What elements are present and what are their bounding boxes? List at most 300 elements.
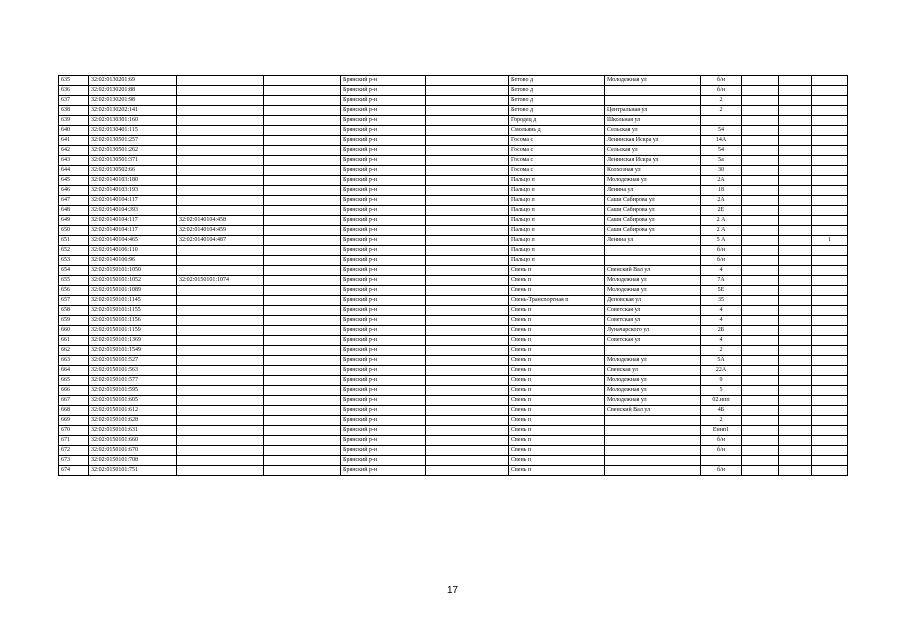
extra-cell (812, 376, 848, 386)
house-number-cell: 54 (701, 146, 742, 156)
district-cell: Брянский р-н (341, 186, 426, 196)
cadastral-number-cell: 32:02:0150101:670 (89, 446, 177, 456)
extra-cell (742, 306, 779, 316)
extra-cell (779, 456, 812, 466)
empty-cell (426, 266, 509, 276)
table-row (59, 366, 848, 376)
row-number-cell: 635 (59, 76, 89, 86)
street-cell (605, 466, 701, 476)
table-row (59, 206, 848, 216)
extra-cell (742, 406, 779, 416)
district-cell: Брянский р-н (341, 276, 426, 286)
empty-cell (264, 406, 341, 416)
house-number-cell: 35 (701, 296, 742, 306)
settlement-cell: Госома с (509, 166, 605, 176)
table-row (59, 456, 848, 466)
district-cell: Брянский р-н (341, 156, 426, 166)
empty-cell (264, 306, 341, 316)
related-cadastral-cell (177, 196, 264, 206)
settlement-cell: Пальцо п (509, 236, 605, 246)
row-number-cell: 646 (59, 186, 89, 196)
empty-cell (426, 186, 509, 196)
row-number-cell: 652 (59, 246, 89, 256)
settlement-cell: Госома с (509, 136, 605, 146)
row-number-cell: 661 (59, 336, 89, 346)
extra-cell (742, 286, 779, 296)
settlement-cell: Свень п (509, 386, 605, 396)
empty-cell (264, 166, 341, 176)
extra-cell (779, 166, 812, 176)
district-cell: Брянский р-н (341, 166, 426, 176)
empty-cell (426, 196, 509, 206)
empty-cell (264, 286, 341, 296)
empty-cell (426, 246, 509, 256)
extra-cell (742, 226, 779, 236)
extra-cell (812, 226, 848, 236)
empty-cell (264, 356, 341, 366)
row-number-cell: 673 (59, 456, 89, 466)
house-number-cell: 5 А (701, 236, 742, 246)
street-cell: Молодежная ул (605, 386, 701, 396)
empty-cell (264, 336, 341, 346)
related-cadastral-cell (177, 306, 264, 316)
related-cadastral-cell (177, 456, 264, 466)
house-number-cell: 30 (701, 166, 742, 176)
row-number-cell: 668 (59, 406, 89, 416)
empty-cell (426, 376, 509, 386)
extra-cell (812, 86, 848, 96)
district-cell: Брянский р-н (341, 316, 426, 326)
extra-cell (742, 246, 779, 256)
row-number-cell: 650 (59, 226, 89, 236)
table-row (59, 406, 848, 416)
house-number-cell: 4 (701, 306, 742, 316)
extra-cell (742, 336, 779, 346)
extra-cell (742, 176, 779, 186)
settlement-cell: Бетово д (509, 96, 605, 106)
extra-cell (742, 386, 779, 396)
settlement-cell: Свень п (509, 276, 605, 286)
cadastral-number-cell: 32:02:0150101:1145 (89, 296, 177, 306)
street-cell: Молодежная ул (605, 286, 701, 296)
cadastral-number-cell: 32:02:0150101:563 (89, 366, 177, 376)
related-cadastral-cell (177, 206, 264, 216)
extra-cell (742, 356, 779, 366)
table-row (59, 116, 848, 126)
extra-cell (742, 436, 779, 446)
settlement-cell: Свень п (509, 356, 605, 366)
street-cell: Школьная ул (605, 116, 701, 126)
related-cadastral-cell (177, 246, 264, 256)
extra-cell (779, 296, 812, 306)
related-cadastral-cell: 32:02:0140104:459 (177, 226, 264, 236)
cadastral-number-cell: 32:02:0140106:110 (89, 246, 177, 256)
district-cell: Брянский р-н (341, 86, 426, 96)
empty-cell (264, 236, 341, 246)
extra-cell (779, 376, 812, 386)
settlement-cell: Свень п (509, 266, 605, 276)
district-cell: Брянский р-н (341, 436, 426, 446)
row-number-cell: 674 (59, 466, 89, 476)
settlement-cell: Свень п (509, 376, 605, 386)
house-number-cell: 2Б (701, 326, 742, 336)
related-cadastral-cell (177, 126, 264, 136)
table-row (59, 156, 848, 166)
street-cell: Центральная ул (605, 106, 701, 116)
extra-cell (779, 346, 812, 356)
empty-cell (264, 446, 341, 456)
table-row (59, 146, 848, 156)
extra-cell (812, 156, 848, 166)
district-cell: Брянский р-н (341, 336, 426, 346)
street-cell: Саши Сабирова ул (605, 196, 701, 206)
related-cadastral-cell (177, 426, 264, 436)
table-row (59, 266, 848, 276)
table-row (59, 236, 848, 246)
cadastral-number-cell: 32:02:0130401:115 (89, 126, 177, 136)
table-row (59, 426, 848, 436)
cadastral-number-cell: 32:02:0130501:262 (89, 146, 177, 156)
extra-cell (779, 356, 812, 366)
house-number-cell: 2А (701, 196, 742, 206)
extra-cell (742, 126, 779, 136)
empty-cell (426, 366, 509, 376)
settlement-cell: Пальцо п (509, 196, 605, 206)
table-row (59, 316, 848, 326)
empty-cell (426, 406, 509, 416)
related-cadastral-cell (177, 316, 264, 326)
extra-cell (742, 136, 779, 146)
extra-cell (812, 456, 848, 466)
cadastral-number-cell: 32:02:0150101:660 (89, 436, 177, 446)
extra-cell (779, 266, 812, 276)
related-cadastral-cell: 32:02:0140104:487 (177, 236, 264, 246)
empty-cell (426, 136, 509, 146)
house-number-cell: б/н (701, 466, 742, 476)
settlement-cell: Свень п (509, 336, 605, 346)
street-cell: Саши Сабирова ул (605, 226, 701, 236)
street-cell (605, 416, 701, 426)
extra-cell (812, 106, 848, 116)
district-cell: Брянский р-н (341, 206, 426, 216)
page-number: 17 (446, 585, 459, 596)
district-cell: Брянский р-н (341, 216, 426, 226)
extra-cell (742, 346, 779, 356)
extra-cell (742, 236, 779, 246)
table-row (59, 466, 848, 476)
cadastral-number-cell: 32:02:0150101:751 (89, 466, 177, 476)
empty-cell (426, 296, 509, 306)
row-number-cell: 669 (59, 416, 89, 426)
empty-cell (264, 156, 341, 166)
extra-cell (812, 326, 848, 336)
cadastral-number-cell: 32:02:0140103:180 (89, 176, 177, 186)
street-cell: Ленинская Искра ул (605, 136, 701, 146)
extra-cell (812, 426, 848, 436)
related-cadastral-cell (177, 416, 264, 426)
extra-cell (812, 256, 848, 266)
empty-cell (264, 126, 341, 136)
district-cell: Брянский р-н (341, 296, 426, 306)
street-cell: Сельская ул (605, 146, 701, 156)
street-cell: Советская ул (605, 316, 701, 326)
extra-cell (779, 86, 812, 96)
extra-cell (779, 326, 812, 336)
row-number-cell: 671 (59, 436, 89, 446)
empty-cell (426, 166, 509, 176)
district-cell: Брянский р-н (341, 106, 426, 116)
related-cadastral-cell (177, 186, 264, 196)
district-cell: Брянский р-н (341, 176, 426, 186)
extra-cell (779, 106, 812, 116)
empty-cell (264, 276, 341, 286)
house-number-cell: б/н (701, 76, 742, 86)
empty-cell (264, 466, 341, 476)
cadastral-number-cell: 32:02:0140103:193 (89, 186, 177, 196)
extra-cell (742, 376, 779, 386)
house-number-cell: 5а (701, 156, 742, 166)
district-cell: Брянский р-н (341, 96, 426, 106)
extra-cell (779, 116, 812, 126)
settlement-cell: Свень п (509, 446, 605, 456)
street-cell (605, 96, 701, 106)
settlement-cell: Свень п (509, 306, 605, 316)
empty-cell (426, 76, 509, 86)
row-number-cell: 648 (59, 206, 89, 216)
district-cell: Брянский р-н (341, 446, 426, 456)
district-cell: Брянский р-н (341, 286, 426, 296)
extra-cell (742, 426, 779, 436)
row-number-cell: 658 (59, 306, 89, 316)
row-number-cell: 672 (59, 446, 89, 456)
street-cell: Молодежная ул (605, 276, 701, 286)
related-cadastral-cell: 32:02:0140104:458 (177, 216, 264, 226)
empty-cell (264, 326, 341, 336)
table-row (59, 196, 848, 206)
empty-cell (264, 436, 341, 446)
street-cell (605, 436, 701, 446)
cadastral-number-cell: 32:02:0130301:160 (89, 116, 177, 126)
table-row (59, 306, 848, 316)
row-number-cell: 656 (59, 286, 89, 296)
street-cell: Саши Сабирова ул (605, 216, 701, 226)
house-number-cell: 4 (701, 316, 742, 326)
extra-cell (812, 136, 848, 146)
cadastral-number-cell: 32:02:0140106:96 (89, 256, 177, 266)
extra-cell (742, 96, 779, 106)
row-number-cell: 641 (59, 136, 89, 146)
district-cell: Брянский р-н (341, 426, 426, 436)
house-number-cell: 5Е (701, 286, 742, 296)
district-cell: Брянский р-н (341, 306, 426, 316)
street-cell: Ленина ул (605, 236, 701, 246)
empty-cell (426, 416, 509, 426)
settlement-cell: Пальцо п (509, 176, 605, 186)
empty-cell (426, 426, 509, 436)
cadastral-number-cell: 32:02:0130202:141 (89, 106, 177, 116)
related-cadastral-cell (177, 176, 264, 186)
house-number-cell: 2Е (701, 206, 742, 216)
street-cell (605, 256, 701, 266)
row-number-cell: 649 (59, 216, 89, 226)
house-number-cell: б/н (701, 446, 742, 456)
house-number-cell: б/н (701, 436, 742, 446)
house-number-cell: 2А (701, 176, 742, 186)
related-cadastral-cell (177, 396, 264, 406)
related-cadastral-cell (177, 296, 264, 306)
extra-cell (812, 126, 848, 136)
cadastral-number-cell: 32:02:0140104:117 (89, 226, 177, 236)
street-cell: Свенская ул (605, 366, 701, 376)
district-cell: Брянский р-н (341, 146, 426, 156)
settlement-cell: Пальцо п (509, 216, 605, 226)
district-cell: Брянский р-н (341, 266, 426, 276)
empty-cell (426, 206, 509, 216)
table-row (59, 166, 848, 176)
district-cell: Брянский р-н (341, 246, 426, 256)
extra-cell (779, 406, 812, 416)
cadastral-number-cell: 32:02:0150101:1089 (89, 286, 177, 296)
district-cell: Брянский р-н (341, 236, 426, 246)
empty-cell (264, 456, 341, 466)
extra-cell (812, 336, 848, 346)
cadastral-number-cell: 32:02:0140104:117 (89, 216, 177, 226)
row-number-cell: 664 (59, 366, 89, 376)
settlement-cell: Пальцо п (509, 246, 605, 256)
settlement-cell: Пальцо п (509, 226, 605, 236)
cadastral-number-cell: 32:02:0140104:465 (89, 236, 177, 246)
empty-cell (264, 96, 341, 106)
empty-cell (426, 146, 509, 156)
extra-cell (742, 326, 779, 336)
cadastral-number-cell: 32:02:0130201:88 (89, 86, 177, 96)
row-number-cell: 640 (59, 126, 89, 136)
district-cell: Брянский р-н (341, 256, 426, 266)
settlement-cell: Смольянь д (509, 126, 605, 136)
table-row (59, 246, 848, 256)
cadastral-number-cell: 32:02:0130502:66 (89, 166, 177, 176)
extra-cell: 1 (812, 236, 848, 246)
house-number-cell: 02.нпп (701, 396, 742, 406)
district-cell: Брянский р-н (341, 346, 426, 356)
district-cell: Брянский р-н (341, 376, 426, 386)
empty-cell (264, 346, 341, 356)
table-row (59, 336, 848, 346)
empty-cell (426, 276, 509, 286)
extra-cell (779, 226, 812, 236)
street-cell: Советская ул (605, 306, 701, 316)
related-cadastral-cell (177, 446, 264, 456)
row-number-cell: 639 (59, 116, 89, 126)
house-number-cell: 5А (701, 356, 742, 366)
cadastral-number-cell: 32:02:0130501:371 (89, 156, 177, 166)
registry-table (58, 75, 848, 476)
empty-cell (264, 86, 341, 96)
street-cell: Молодежная ул (605, 76, 701, 86)
empty-cell (264, 396, 341, 406)
empty-cell (426, 396, 509, 406)
district-cell: Брянский р-н (341, 386, 426, 396)
empty-cell (264, 386, 341, 396)
district-cell: Брянский р-н (341, 136, 426, 146)
extra-cell (812, 296, 848, 306)
settlement-cell: Пальцо п (509, 206, 605, 216)
extra-cell (742, 156, 779, 166)
extra-cell (779, 316, 812, 326)
settlement-cell: Свень п (509, 416, 605, 426)
street-cell: Деповская ул (605, 296, 701, 306)
house-number-cell: 4 (701, 266, 742, 276)
empty-cell (426, 106, 509, 116)
cadastral-number-cell: 32:02:0140104:117 (89, 196, 177, 206)
cadastral-number-cell: 32:02:0150101:1050 (89, 266, 177, 276)
extra-cell (742, 446, 779, 456)
street-cell: Молодежная ул (605, 356, 701, 366)
extra-cell (742, 146, 779, 156)
related-cadastral-cell (177, 86, 264, 96)
cadastral-number-cell: 32:02:0150101:605 (89, 396, 177, 406)
empty-cell (426, 96, 509, 106)
extra-cell (779, 126, 812, 136)
extra-cell (742, 266, 779, 276)
street-cell: Свенский Вал ул (605, 266, 701, 276)
row-number-cell: 642 (59, 146, 89, 156)
empty-cell (426, 286, 509, 296)
cadastral-number-cell: 32:02:0130201:69 (89, 76, 177, 86)
settlement-cell: Свень п (509, 326, 605, 336)
settlement-cell: Бетово д (509, 106, 605, 116)
extra-cell (742, 106, 779, 116)
row-number-cell: 647 (59, 196, 89, 206)
table-row (59, 326, 848, 336)
extra-cell (812, 446, 848, 456)
row-number-cell: 662 (59, 346, 89, 356)
extra-cell (812, 316, 848, 326)
extra-cell (812, 186, 848, 196)
row-number-cell: 659 (59, 316, 89, 326)
empty-cell (264, 146, 341, 156)
extra-cell (742, 186, 779, 196)
related-cadastral-cell (177, 436, 264, 446)
table-row (59, 96, 848, 106)
empty-cell (426, 336, 509, 346)
extra-cell (742, 366, 779, 376)
empty-cell (264, 266, 341, 276)
related-cadastral-cell (177, 146, 264, 156)
extra-cell (779, 156, 812, 166)
street-cell: Саши Сабирова ул (605, 206, 701, 216)
house-number-cell: б/н (701, 86, 742, 96)
district-cell: Брянский р-н (341, 406, 426, 416)
empty-cell (264, 176, 341, 186)
empty-cell (426, 116, 509, 126)
table-row (59, 376, 848, 386)
extra-cell (742, 216, 779, 226)
house-number-cell: 4Б (701, 406, 742, 416)
extra-cell (812, 356, 848, 366)
empty-cell (264, 426, 341, 436)
empty-cell (426, 226, 509, 236)
extra-cell (812, 196, 848, 206)
extra-cell (742, 416, 779, 426)
extra-cell (742, 196, 779, 206)
table-body (59, 76, 848, 476)
extra-cell (812, 396, 848, 406)
cadastral-number-cell: 32:02:0150101:708 (89, 456, 177, 466)
table-row (59, 276, 848, 286)
settlement-cell: Свень п (509, 366, 605, 376)
table-row (59, 396, 848, 406)
